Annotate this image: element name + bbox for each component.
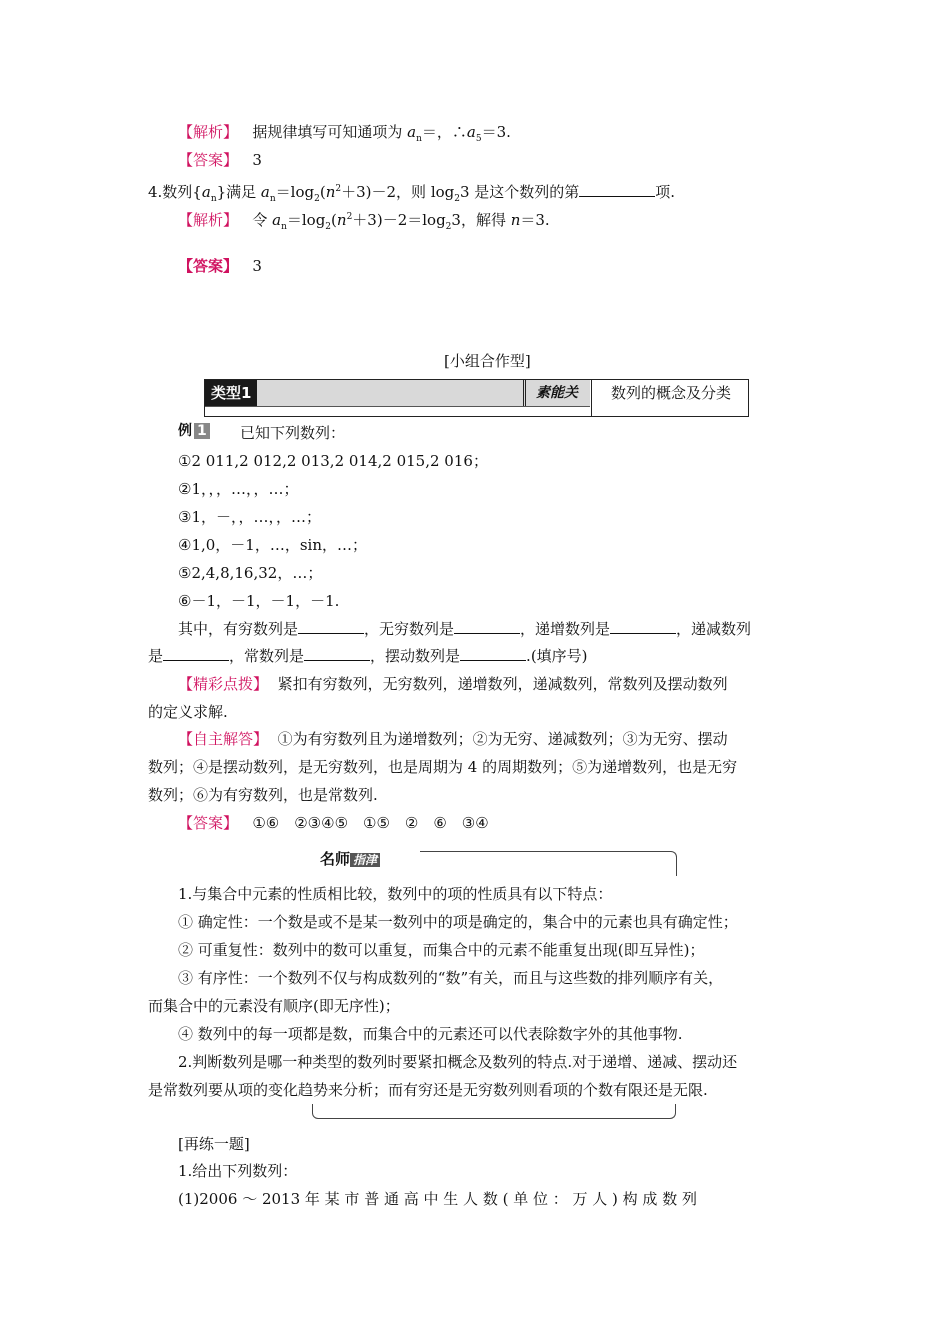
text: ，递增数列是 — [520, 620, 611, 638]
mingshi-line: 2.判断数列是哪一种类型的数列时要紧扣概念及数列的特点.对于递增、递减、摆动还 — [178, 1053, 738, 1071]
blank — [579, 182, 655, 197]
answer-line-2 — [178, 256, 262, 276]
question-4 — [148, 179, 675, 209]
hint-line-1 — [178, 674, 728, 694]
var: n — [336, 211, 347, 229]
blank — [298, 619, 364, 634]
sub: n — [281, 222, 287, 232]
text: 项. — [655, 183, 676, 201]
text: ＝3. — [481, 123, 511, 141]
text: 据规律填写可知通项为 — [252, 123, 408, 141]
sub: n — [269, 194, 276, 204]
text: 紧扣有穷数列，无穷数列，递增数列，递减数列，常数列及摆动数列 — [277, 675, 728, 693]
example-item: ①2 011,2 012,2 013,2 014,2 015,2 016； — [178, 452, 488, 470]
text: ＋3)－2＝log — [352, 211, 446, 229]
text: ( — [319, 183, 326, 201]
mingshi-line: 而集合中的元素没有顺序(即无序性)； — [148, 997, 400, 1015]
text: ＝3. — [520, 211, 550, 229]
sub: 2 — [314, 194, 320, 204]
example-intro: 已知下列数列： — [240, 424, 346, 442]
var: a — [201, 183, 211, 201]
mingshi-line: 1.与集合中元素的性质相比较，数列中的项的性质具有以下特点： — [178, 885, 613, 903]
solution-line-3: 数列；⑥为有穷数列，也是常数列. — [148, 786, 378, 804]
text: ＋3)－2，则 log — [341, 183, 455, 201]
mingshi-bottom-rule — [312, 1104, 676, 1119]
text: 3 是这个数列的第 — [459, 183, 580, 201]
blank — [454, 619, 520, 634]
hint-line-2: 的定义求解. — [148, 703, 228, 721]
type-label: 类型1 — [205, 380, 257, 406]
text: 3，解得 — [451, 211, 511, 229]
practice-line-2: (1)2006 ～ 2013 年 某 市 普 通 高 中 生 人 数 ( 单 位 ： 万 人 ) 构 成 数 列 — [178, 1190, 697, 1208]
text: ＝，∴ — [421, 123, 467, 141]
text: ＝log — [286, 211, 326, 229]
mingshi-sub: 指津 — [350, 853, 380, 867]
text: }满足 — [216, 183, 261, 201]
example-word: 例 — [178, 423, 192, 439]
blank — [610, 619, 676, 634]
mingshi-title-text: 名师 — [320, 850, 351, 868]
mingshi-line: ③ 有序性：一个数列不仅与构成数列的“数”有关，而且与这些数的排列顺序有关， — [178, 969, 724, 987]
text: ＝log — [275, 183, 315, 201]
section-title: [小组合作型] — [444, 352, 531, 370]
example-item: ⑤2,4,8,16,32，…； — [178, 564, 323, 582]
analysis-line-1 — [178, 122, 511, 149]
answer-tag: 【答案】 — [178, 257, 239, 275]
var: n — [510, 211, 521, 229]
analysis-line-2 — [178, 207, 550, 237]
text: ( — [331, 211, 337, 229]
example-item: ④1,0，－1，…，sin，…； — [178, 536, 368, 554]
solution-tag: 【自主解答】 — [178, 730, 269, 748]
mingshi-rule — [420, 851, 677, 876]
mingshi-title — [320, 848, 380, 869]
solution-line-1 — [178, 729, 728, 749]
answer-tag: 【答案】 — [178, 151, 239, 169]
level-label: 素能关 — [523, 380, 578, 406]
var: a — [260, 183, 270, 201]
var: a — [272, 211, 282, 229]
blank — [163, 646, 229, 661]
question-line-2 — [148, 646, 588, 666]
example-item: ⑥－1，－1，－1，－1. — [178, 592, 340, 610]
sub: 2 — [325, 222, 332, 232]
example-item: ③1，－，，…，，…； — [178, 508, 321, 526]
example-number: 1 — [194, 423, 210, 439]
var: a — [466, 123, 476, 141]
text: ①为有穷数列且为递增数列；②为无穷、递减数列；③为无穷、摆动 — [277, 730, 728, 748]
answer-line-3 — [178, 813, 489, 833]
text: ，摆动数列是 — [370, 647, 461, 665]
sub: 2 — [454, 194, 460, 204]
category-label: 数列的概念及分类 — [591, 380, 750, 416]
mingshi-line: ① 确定性：一个数是或不是某一数列中的项是确定的，集合中的元素也具有确定性； — [178, 913, 738, 931]
sub: 5 — [475, 134, 482, 144]
analysis-tag: 【解析】 — [178, 211, 239, 229]
sub: 2 — [445, 222, 452, 232]
text: .(填序号) — [526, 647, 588, 665]
analysis-tag: 【解析】 — [178, 123, 239, 141]
blank — [304, 646, 370, 661]
mingshi-line: ② 可重复性：数列中的数可以重复，而集合中的元素不能重复出现(即互异性)； — [178, 941, 705, 959]
answer-tag: 【答案】 — [178, 814, 239, 832]
text: 4.数列{ — [148, 183, 202, 201]
var: n — [325, 183, 336, 201]
hint-tag: 【精彩点拨】 — [178, 675, 269, 693]
example-label — [178, 420, 210, 440]
blank — [460, 646, 526, 661]
mingshi-line: 是常数列要从项的变化趋势来分析；而有穷还是无穷数列则看项的个数有限还是无限. — [148, 1081, 708, 1099]
text: ，无穷数列是 — [364, 620, 455, 638]
example-item: ②1，，，…，，…； — [178, 480, 299, 498]
text: 令 — [252, 211, 273, 229]
text: ，递减数列 — [676, 620, 752, 638]
solution-line-2: 数列；④是摆动数列，是无穷数列，也是周期为 4 的周期数列；⑤为递增数列，也是无穷 — [148, 758, 738, 776]
text: 是 — [148, 647, 164, 665]
mingshi-header — [310, 848, 678, 876]
text: ，常数列是 — [229, 647, 305, 665]
answer-text: 3 — [252, 257, 262, 275]
sup: 2 — [346, 212, 353, 222]
sub: n — [210, 194, 217, 204]
type-bar — [204, 379, 749, 417]
var: a — [407, 123, 417, 141]
practice-title: [再练一题] — [178, 1135, 250, 1153]
answer-line-1 — [178, 150, 262, 170]
answer-text: ①⑥ ②③④⑤ ①⑤ ② ⑥ ③④ — [252, 814, 489, 832]
sup: 2 — [335, 184, 342, 194]
question-line-1 — [178, 619, 751, 639]
sub: n — [416, 134, 422, 144]
text: 其中，有穷数列是 — [178, 620, 299, 638]
mingshi-line: ④ 数列中的每一项都是数，而集合中的元素还可以代表除数字外的其他事物. — [178, 1025, 683, 1043]
practice-line-1: 1.给出下列数列： — [178, 1162, 298, 1180]
answer-text: 3 — [252, 151, 262, 169]
